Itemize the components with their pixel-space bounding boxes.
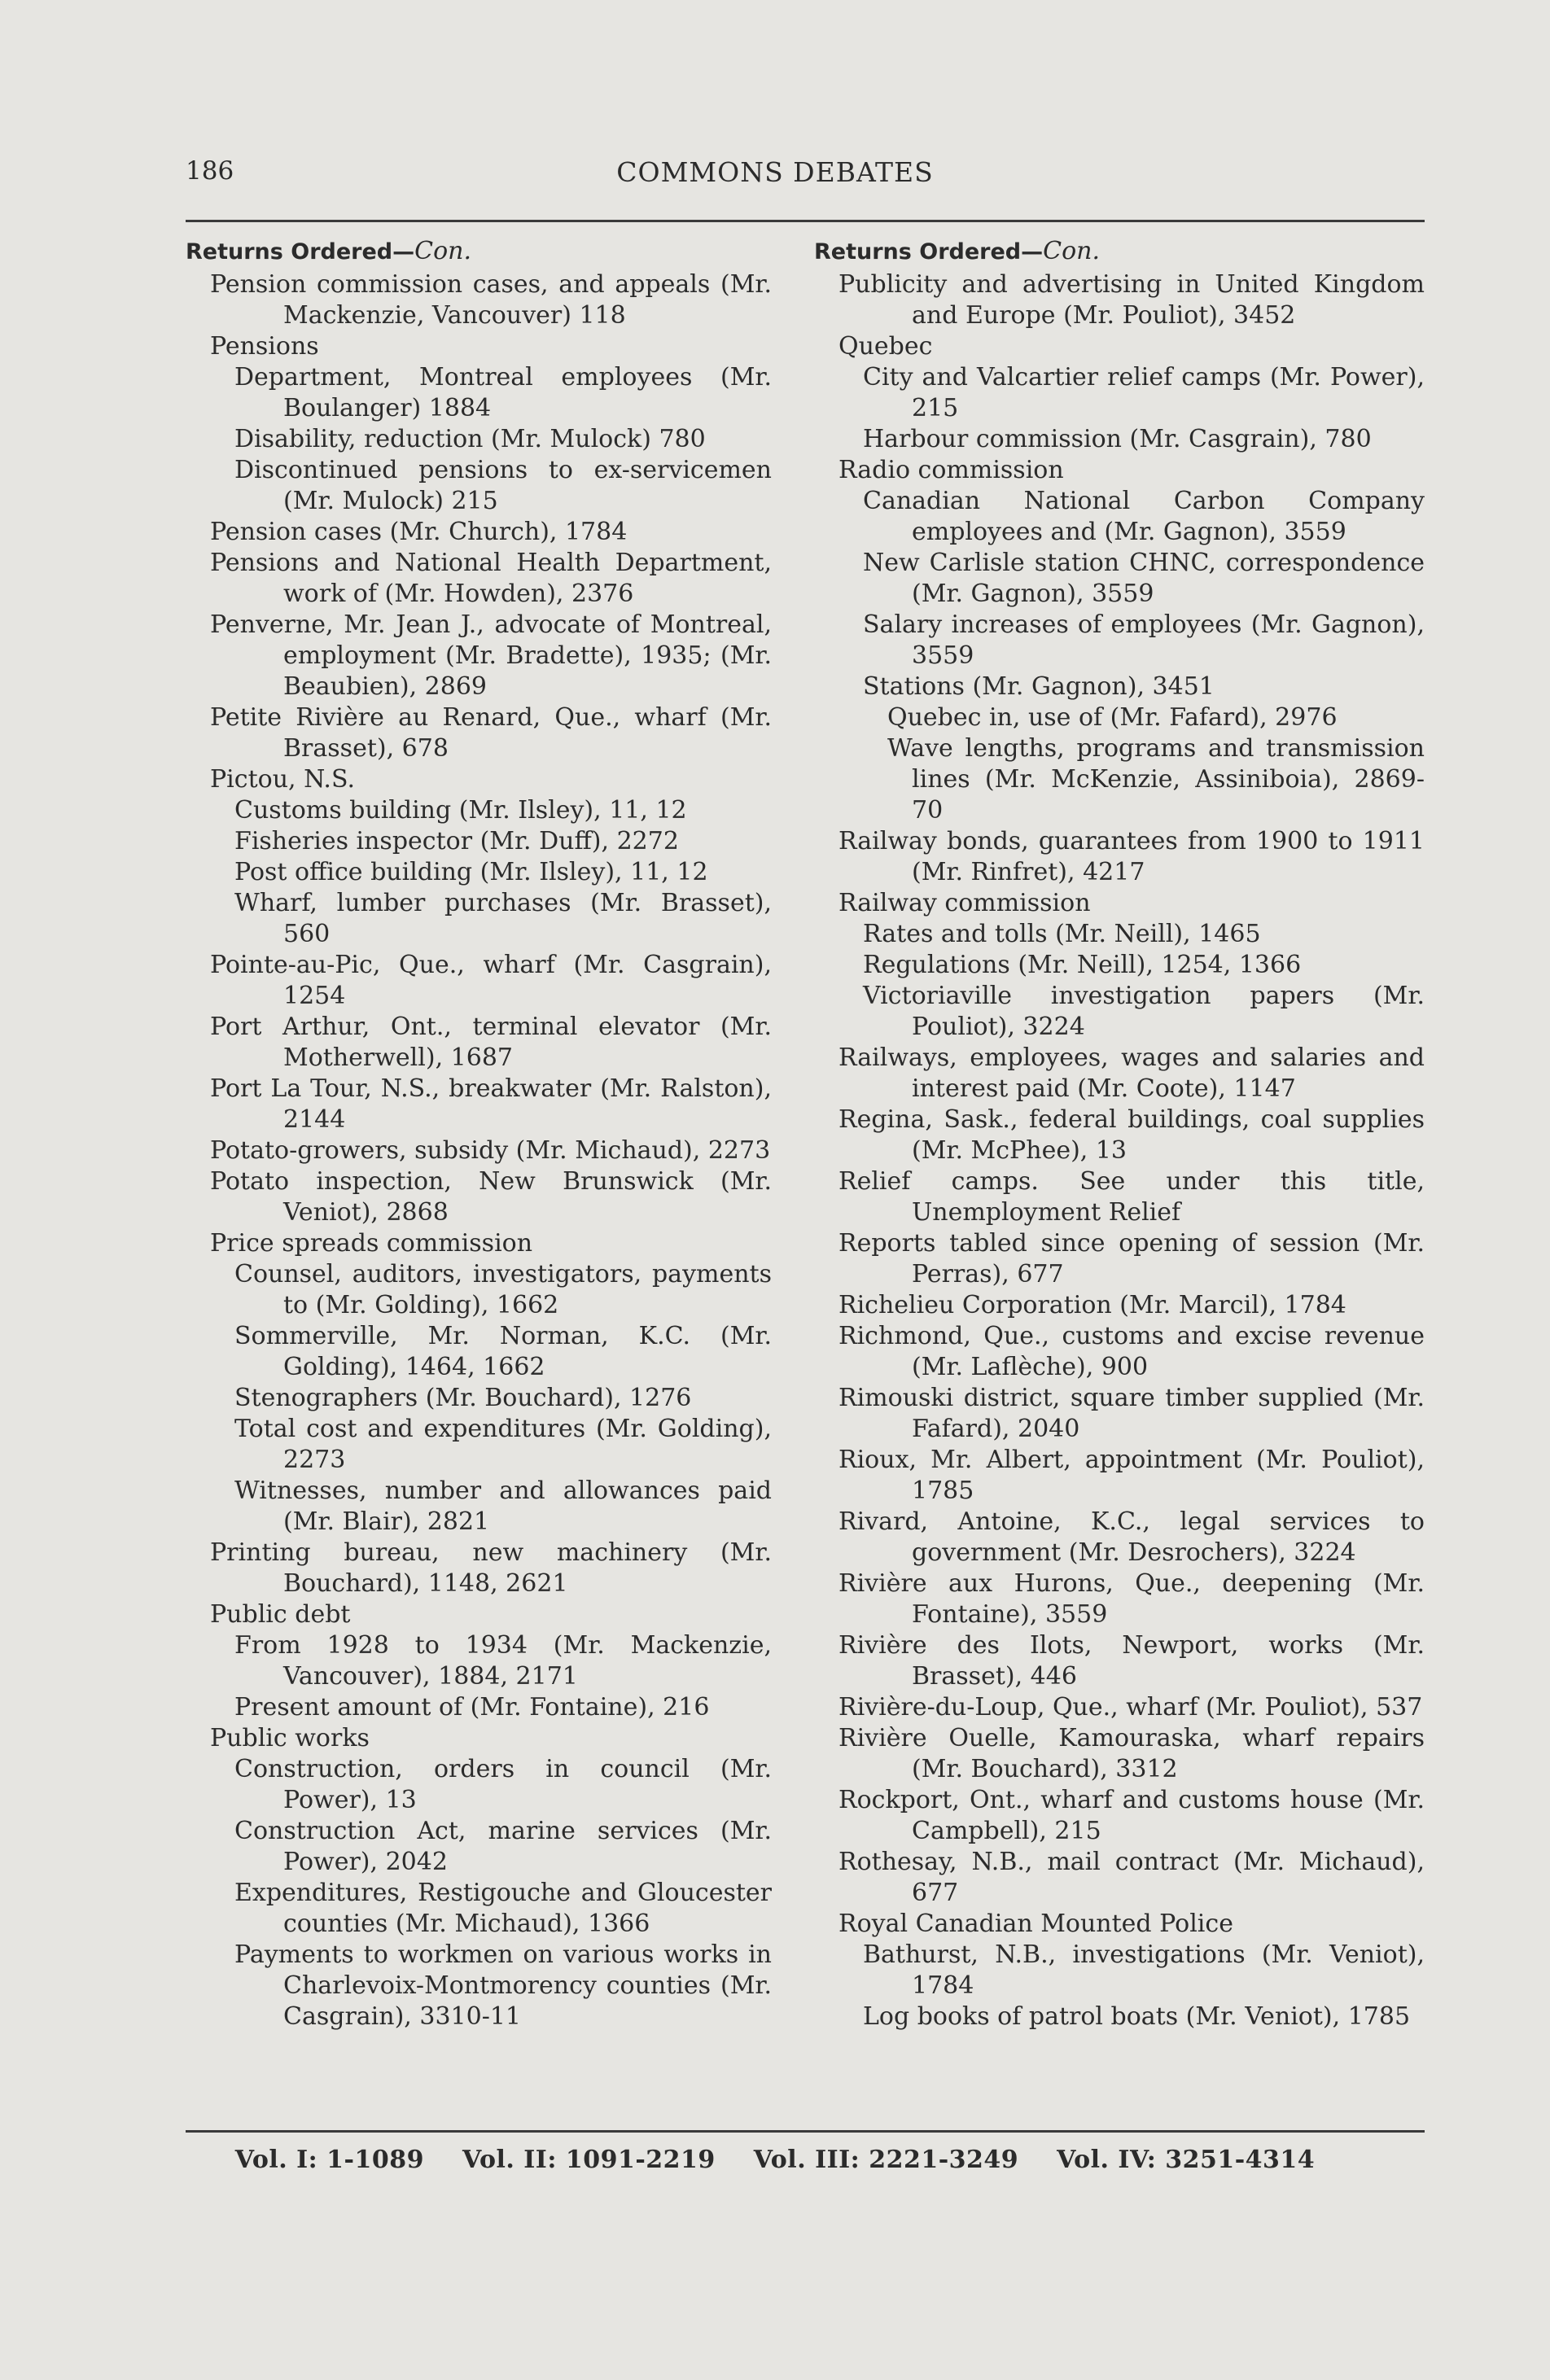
index-entry: Harbour commission (Mr. Casgrain), 780 [863, 425, 1372, 453]
index-entry: Rivière des Ilots, Newport, works (Mr. Brasset), 446 [838, 1631, 1425, 1691]
index-entry: Rates and tolls (Mr. Neill), 1465 [863, 920, 1261, 948]
index-entry: Pensions [210, 332, 319, 361]
index-entry: Richelieu Corporation (Mr. Marcil), 1784 [838, 1291, 1346, 1319]
index-entry: Printing bureau, new machinery (Mr. Bouchard), 1148, 2621 [210, 1538, 772, 1598]
index-entry: Canadian National Carbon Company employees and (Mr. Gagnon), 3559 [863, 487, 1425, 546]
index-entry: Regina, Sask., federal buildings, coal supplies (Mr. McPhee), 13 [838, 1105, 1425, 1165]
index-entry: Port La Tour, N.S., breakwater (Mr. Ralston), 2144 [210, 1074, 772, 1134]
index-entry: Rivière aux Hurons, Que., deepening (Mr. Fontaine), 3559 [838, 1569, 1425, 1629]
index-entry: Regulations (Mr. Neill), 1254, 1366 [863, 951, 1302, 979]
index-entry: From 1928 to 1934 (Mr. Mackenzie, Vancouver), 1884, 2171 [234, 1631, 772, 1691]
index-entry: Quebec [838, 332, 933, 361]
index-entry: Pension commission cases, and appeals (Mr. Mackenzie, Vancouver) 118 [210, 270, 772, 330]
index-entry: Reports tabled since opening of session (Mr. Perras), 677 [838, 1229, 1425, 1288]
index-entry: Port Arthur, Ont., terminal elevator (Mr. Motherwell), 1687 [210, 1013, 772, 1072]
footer-vol3: Vol. III: 2221-3249 [753, 2146, 1019, 2174]
footer-vol2: Vol. II: 1091-2219 [462, 2146, 716, 2174]
index-entry: New Carlisle station CHNC, correspondence (Mr. Gagnon), 3559 [863, 549, 1425, 608]
right-entries [814, 269, 1425, 2032]
index-entry: Salary increases of employees (Mr. Gagnon), 3559 [863, 610, 1425, 670]
index-entry: Public works [210, 1724, 370, 1752]
index-entry: Department, Montreal employees (Mr. Boulanger) 1884 [234, 363, 772, 422]
right-column-heading: Returns Ordered—Con. [814, 237, 1100, 265]
index-entry: Wave lengths, programs and transmission lines (Mr. McKenzie, Assiniboia), 2869-70 [887, 734, 1425, 825]
index-entry: Price spreads commission [210, 1229, 533, 1258]
index-entry: Victoriaville investigation papers (Mr. Pouliot), 3224 [863, 982, 1425, 1041]
index-entry: Railways, employees, wages and salaries and interest paid (Mr. Coote), 1147 [838, 1043, 1425, 1103]
index-entry: Bathurst, N.B., investigations (Mr. Veniot), 1784 [863, 1940, 1425, 2000]
index-entry: Total cost and expenditures (Mr. Golding), 2273 [234, 1415, 772, 1474]
index-entry: Wharf, lumber purchases (Mr. Brasset), 560 [234, 889, 772, 948]
index-entry: Publicity and advertising in United Kingdom and Europe (Mr. Pouliot), 3452 [838, 270, 1425, 330]
index-entry: Rockport, Ont., wharf and customs house (Mr. Campbell), 215 [838, 1786, 1425, 1845]
bottom-rule [186, 2130, 1425, 2133]
index-entry: Payments to workmen on various works in Charlevoix-Montmorency counties (Mr. Casgrain), 3310-11 [234, 1940, 772, 2031]
index-entry: Radio commission [838, 456, 1064, 484]
index-entry: Rivière-du-Loup, Que., wharf (Mr. Pouliot), 537 [838, 1693, 1423, 1722]
index-entry: Railway bonds, guarantees from 1900 to 1911 (Mr. Rinfret), 4217 [838, 827, 1425, 886]
index-entry: Rimouski district, square timber supplied (Mr. Fafard), 2040 [838, 1384, 1425, 1443]
index-entry: Log books of patrol boats (Mr. Veniot), 1785 [863, 2002, 1411, 2031]
index-entry: Customs building (Mr. Ilsley), 11, 12 [234, 796, 687, 825]
index-entry: Railway commission [838, 889, 1091, 917]
index-entry: Fisheries inspector (Mr. Duff), 2272 [234, 827, 679, 855]
index-entry: Rivard, Antoine, K.C., legal services to government (Mr. Desrochers), 3224 [838, 1507, 1425, 1567]
index-entry: Disability, reduction (Mr. Mulock) 780 [234, 425, 706, 453]
index-entry: Rivière Ouelle, Kamouraska, wharf repairs (Mr. Bouchard), 3312 [838, 1724, 1425, 1783]
index-entry: Stations (Mr. Gagnon), 3451 [863, 672, 1215, 701]
running-head: COMMONS DEBATES [616, 156, 934, 188]
index-entry: Sommerville, Mr. Norman, K.C. (Mr. Golding), 1464, 1662 [234, 1322, 772, 1381]
index-entry: Construction, orders in council (Mr. Power), 13 [234, 1755, 772, 1814]
index-entry: Richmond, Que., customs and excise revenue (Mr. Laflèche), 900 [838, 1322, 1425, 1381]
top-rule [186, 220, 1425, 222]
index-entry: Royal Canadian Mounted Police [838, 1910, 1233, 1938]
index-entry: Post office building (Mr. Ilsley), 11, 12 [234, 858, 708, 886]
index-entry: Pictou, N.S. [210, 765, 355, 794]
index-entry: Present amount of (Mr. Fontaine), 216 [234, 1693, 710, 1722]
index-entry: Pensions and National Health Department, work of (Mr. Howden), 2376 [210, 549, 772, 608]
index-entry: Construction Act, marine services (Mr. Power), 2042 [234, 1817, 772, 1876]
page-number: 186 [186, 156, 234, 186]
index-entry: Rothesay, N.B., mail contract (Mr. Michaud), 677 [838, 1848, 1425, 1907]
index-entry: Relief camps. See under this title, Unemployment Relief [838, 1167, 1425, 1227]
index-entry: Penverne, Mr. Jean J., advocate of Montreal, employment (Mr. Bradette), 1935; (Mr. Beaubien), 2869 [210, 610, 772, 701]
index-entry: Stenographers (Mr. Bouchard), 1276 [234, 1384, 692, 1412]
index-entry: Discontinued pensions to ex-servicemen (Mr. Mulock) 215 [234, 456, 772, 515]
right-column [814, 236, 1425, 2032]
index-entry: Petite Rivière au Renard, Que., wharf (Mr. Brasset), 678 [210, 703, 772, 763]
footer-vol4: Vol. IV: 3251-4314 [1057, 2146, 1316, 2174]
footer-vol1: Vol. I: 1-1089 [234, 2146, 424, 2174]
index-entry: Potato inspection, New Brunswick (Mr. Veniot), 2868 [210, 1167, 772, 1227]
volume-footer [0, 2146, 1550, 2174]
left-column [186, 236, 772, 2032]
index-entry: Expenditures, Restigouche and Gloucester counties (Mr. Michaud), 1366 [234, 1879, 772, 1938]
index-entry: Counsel, auditors, investigators, payments to (Mr. Golding), 1662 [234, 1260, 772, 1319]
index-entry: City and Valcartier relief camps (Mr. Power), 215 [863, 363, 1425, 422]
index-entry: Pointe-au-Pic, Que., wharf (Mr. Casgrain), 1254 [210, 951, 772, 1010]
index-entry: Quebec in, use of (Mr. Fafard), 2976 [887, 703, 1338, 732]
index-entry: Potato-growers, subsidy (Mr. Michaud), 2273 [210, 1136, 771, 1165]
left-column-heading: Returns Ordered—Con. [186, 237, 471, 265]
index-entry: Witnesses, number and allowances paid (Mr. Blair), 2821 [234, 1477, 772, 1536]
index-entry: Rioux, Mr. Albert, appointment (Mr. Pouliot), 1785 [838, 1446, 1425, 1505]
index-entry: Pension cases (Mr. Church), 1784 [210, 518, 628, 546]
index-entry: Public debt [210, 1600, 351, 1629]
left-entries [186, 269, 772, 2032]
